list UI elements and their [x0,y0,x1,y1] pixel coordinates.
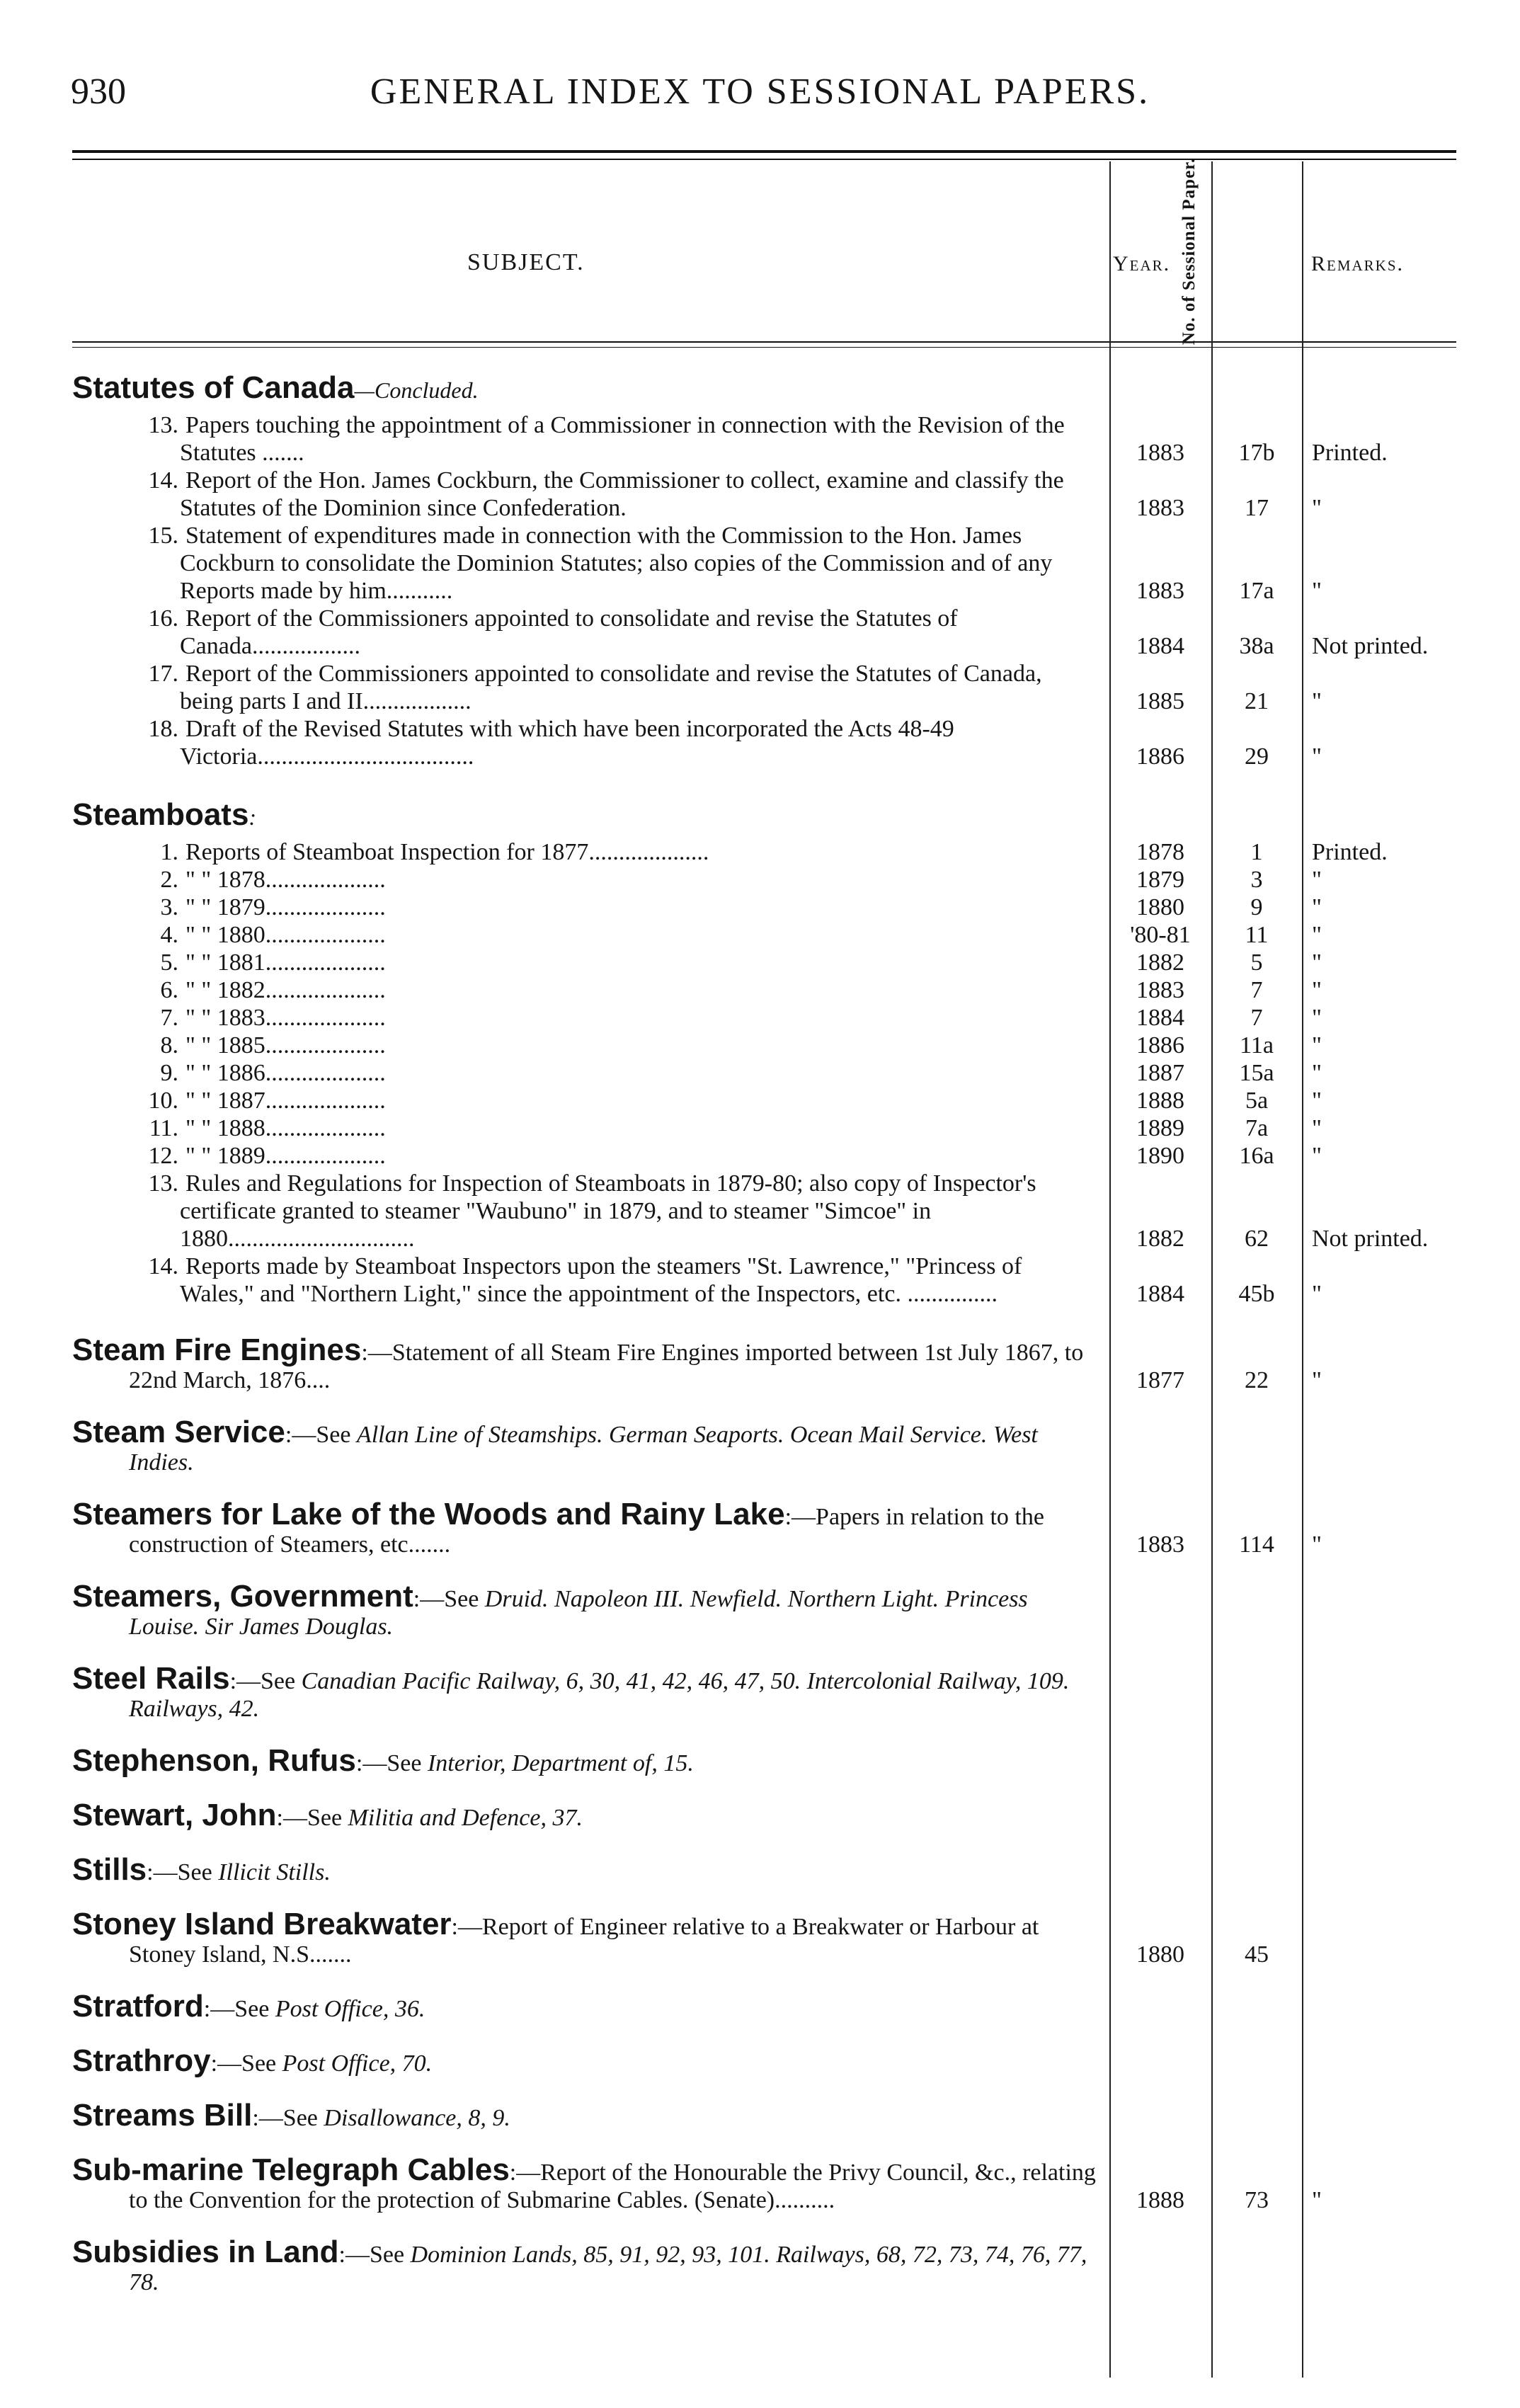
table-row [72,921,1456,949]
entry-lead: :—See [355,1750,428,1776]
row-number: 9. [160,1060,178,1086]
row-number: 8. [160,1032,178,1059]
entry-paper-number: 114 [1239,1531,1274,1558]
table-row [72,411,1456,467]
row-year: 1882 [1136,949,1184,976]
row-paper-number: 9 [1250,894,1263,920]
row-remark: " [1312,495,1322,521]
index-entry [72,1333,1456,1394]
table-row [72,1004,1456,1032]
row-number: 6. [160,977,178,1003]
row-remark: " [1312,894,1322,920]
entry-lead: :—See [276,1805,348,1831]
row-paper-number: 5 [1250,949,1263,976]
row-remark: " [1312,977,1322,1003]
entry-year: 1880 [1136,1941,1184,1968]
row-subject [72,949,1109,976]
entry-see-reference: Canadian Pacific Railway, 6, 30, 41, 42, 46, 47, 50. Intercolonial Railway, 109. Railways, 42. [129,1668,1070,1722]
entry-subject [72,2235,1109,2296]
section-heading-suffix: : [248,804,257,830]
index-entry [72,1579,1456,1640]
entry-lead: :— [509,2159,541,2186]
row-subject-text: 13. Rules and Regulations for Inspection of Steamboats in 1879-80; also copy of Inspector's certificate granted to steamer "Waubuno" in 1879, and to steamer "Simcoe" in 1880............................... [72,1170,1098,1252]
entry-paper-number: 45 [1245,1941,1269,1968]
row-number: 17. [148,661,178,687]
row-year: 1886 [1136,1032,1184,1059]
row-subject-text: 8. " " 1885.................... [72,1032,1098,1059]
row-paper-number: 29 [1245,743,1269,770]
table-row [72,605,1456,660]
entry-heading: Stephenson, Rufus [72,1743,356,1778]
row-number: 2. [160,867,178,893]
index-section [72,799,1456,1308]
row-subject [72,411,1109,467]
entry-lead: :—See [413,1586,485,1612]
row-remark: " [1312,949,1322,976]
section-heading-suffix: —Concluded. [354,377,479,403]
index-section [72,372,1456,770]
entry-heading: Strathroy [72,2043,211,2078]
entry-text [72,1415,1098,1476]
row-paper-number: 17 [1245,495,1269,521]
entry-lead: :— [451,1914,482,1940]
entry-year: 1877 [1136,1367,1184,1393]
row-paper-number: 38a [1239,633,1274,659]
row-number: 18. [148,716,178,742]
row-subject-text: 15. Statement of expenditures made in connection with the Commission to the Hon. James Cockburn to consolidate the Dominion Statutes; also copies of the Commission and of any Reports made by him........... [72,522,1098,605]
section-heading [72,372,1456,411]
entry-remark: " [1312,1531,1322,1558]
row-remark: " [1312,922,1322,948]
page-title: GENERAL INDEX TO SESSIONAL PAPERS. [370,72,1150,112]
table-row [72,1114,1456,1142]
row-subject [72,1004,1109,1032]
row-subject [72,838,1109,866]
row-remark: " [1312,1005,1322,1031]
row-remark: " [1312,1088,1322,1114]
index-entry [72,1798,1456,1832]
entry-text [72,1497,1098,1558]
row-year: 1883 [1136,440,1184,466]
header-bottom-rule-thin [72,347,1456,348]
index-entry [72,2098,1456,2133]
entry-subject [72,2152,1109,2214]
table-row [72,467,1456,522]
index-body [72,372,1456,2320]
row-subject-text: 6. " " 1882.................... [72,976,1098,1004]
row-number: 5. [160,949,178,976]
table-row [72,976,1456,1004]
index-entry [72,1497,1456,1558]
row-subject-text: 13. Papers touching the appointment of a Commissioner in connection with the Revision of the Statutes ....... [72,411,1098,467]
entry-heading: Streams Bill [72,2098,253,2133]
entry-see-reference: Dominion Lands, 85, 91, 92, 93, 101. Railways, 68, 72, 73, 74, 76, 77, 78. [129,2242,1087,2295]
row-number: 11. [149,1115,178,1141]
entry-heading: Steamers for Lake of the Woods and Rainy Lake [72,1497,785,1531]
row-number: 14. [148,1253,178,1279]
index-entry [72,1907,1456,1968]
index-entry [72,2235,1456,2296]
row-paper-number: 7 [1250,1005,1263,1031]
entry-subject [72,1497,1109,1558]
entry-subject [72,1415,1109,1476]
row-subject [72,1087,1109,1114]
entry-heading: Steamers, Government [72,1579,413,1614]
section-heading-text: Statutes of Canada [72,370,355,405]
entry-year: 1883 [1136,1531,1184,1558]
row-subject-text: 9. " " 1886.................... [72,1059,1098,1087]
entry-heading: Stoney Island Breakwater [72,1907,452,1941]
index-entry [72,2152,1456,2214]
row-paper-number: 11 [1245,922,1269,948]
entry-subject [72,1989,1109,2024]
entry-heading: Steel Rails [72,1661,230,1696]
entry-lead: :—See [338,2242,411,2268]
row-number: 1. [160,839,178,865]
row-subject [72,976,1109,1004]
entry-subject [72,1907,1109,1968]
row-remark: Printed. [1312,839,1388,865]
row-year: 1887 [1136,1060,1184,1086]
entry-description: Report of the Honourable the Privy Council, &c., relating to the Convention for the protection of Submarine Cables. (Senate).......... [129,2159,1096,2213]
entry-subject [72,1798,1109,1832]
entry-see-reference: Druid. Napoleon III. Newfield. Northern Light. Princess Louise. Sir James Douglas. [129,1586,1028,1640]
entry-year: 1888 [1136,2187,1184,2213]
row-number: 13. [148,412,178,438]
row-subject [72,522,1109,605]
row-remark: Not printed. [1312,1226,1429,1252]
row-number: 14. [148,467,178,493]
entry-subject [72,1661,1109,1723]
entry-text [72,1907,1098,1968]
row-year: 1889 [1136,1115,1184,1141]
row-paper-number: 45b [1238,1281,1275,1307]
row-remark: " [1312,867,1322,893]
row-year: 1886 [1136,743,1184,770]
row-paper-number: 17b [1238,440,1275,466]
entry-remark: " [1312,1367,1322,1393]
entry-heading: Subsidies in Land [72,2235,339,2269]
row-paper-number: 3 [1250,867,1263,893]
row-subject [72,894,1109,921]
entry-lead: :—See [229,1668,302,1694]
row-remark: " [1312,1032,1322,1059]
row-year: 1878 [1136,839,1184,865]
entry-see-reference: Disallowance, 8, 9. [324,2105,510,2131]
row-subject [72,1252,1109,1308]
row-subject [72,921,1109,949]
row-year: 1883 [1136,495,1184,521]
entry-lead: :— [784,1504,816,1530]
row-subject-text: 17. Report of the Commissioners appointed to consolidate and revise the Statutes of Canada, being parts I and II.................. [72,660,1098,715]
subject-column-header: SUBJECT. [467,249,585,275]
table-row [72,866,1456,894]
row-remark: " [1312,1115,1322,1141]
row-remark: " [1312,1281,1322,1307]
row-subject-text: 1. Reports of Steamboat Inspection for 1877.................... [72,838,1098,866]
entry-text [72,1852,1098,1887]
row-number: 12. [148,1143,178,1169]
table-row [72,660,1456,715]
top-rule-thin [72,159,1456,160]
entry-text [72,1743,1098,1778]
row-subject [72,467,1109,522]
entry-see-reference: Post Office, 36. [275,1996,425,2022]
row-paper-number: 1 [1250,839,1263,865]
entry-heading: Steam Service [72,1415,285,1449]
row-remark: " [1312,578,1322,604]
entry-subject [72,1333,1109,1394]
row-subject-text: 16. Report of the Commissioners appointed to consolidate and revise the Statutes of Canada.................. [72,605,1098,660]
entry-description: Report of Engineer relative to a Breakwater or Harbour at Stoney Island, N.S....... [129,1914,1039,1968]
row-subject-text: 2. " " 1878.................... [72,866,1098,894]
entry-heading: Steam Fire Engines [72,1333,362,1367]
row-paper-number: 7a [1245,1115,1269,1141]
entry-text [72,2235,1098,2296]
top-rule [72,150,1456,153]
row-subject [72,715,1109,770]
row-year: 1882 [1136,1226,1184,1252]
entry-subject [72,1743,1109,1778]
index-entry [72,1852,1456,1887]
row-remark: " [1312,1060,1322,1086]
entry-lead: :— [361,1340,392,1366]
row-paper-number: 5a [1245,1088,1269,1114]
table-row [72,1059,1456,1087]
row-year: 1884 [1136,633,1184,659]
entry-text [72,1798,1098,1832]
row-subject [72,1032,1109,1059]
entry-heading: Stratford [72,1989,204,2024]
row-subject [72,1059,1109,1087]
entry-see-reference: Illicit Stills. [218,1859,331,1885]
entry-text [72,1989,1098,2024]
row-subject-text: 18. Draft of the Revised Statutes with which have been incorporated the Acts 48-49 Victoria.................................... [72,715,1098,770]
row-number: 3. [160,894,178,920]
entry-subject [72,1579,1109,1640]
row-year: 1885 [1136,688,1184,714]
entry-text [72,2152,1098,2214]
entry-text [72,2043,1098,2078]
remarks-column-header: Remarks. [1311,252,1405,275]
entry-remark: " [1312,2187,1322,2213]
entry-description: Papers in relation to the construction of Steamers, etc....... [129,1504,1044,1558]
header-bottom-rule [72,341,1456,343]
index-entry [72,1743,1456,1778]
row-year: 1890 [1136,1143,1184,1169]
index-entry [72,2043,1456,2078]
entry-see-reference: Interior, Department of, 15. [427,1750,694,1776]
row-year: 1879 [1136,867,1184,893]
entry-lead: :—See [203,1996,275,2022]
row-number: 16. [148,605,178,632]
entry-lead: :—See [210,2050,282,2077]
row-year: 1884 [1136,1005,1184,1031]
row-number: 15. [148,523,178,549]
row-number: 13. [148,1170,178,1197]
row-subject-text: 3. " " 1879.................... [72,894,1098,921]
paper-number-column-header: No. of Sessional Paper. [1179,157,1199,346]
row-paper-number: 11a [1240,1032,1274,1059]
entry-see-reference: Post Office, 70. [282,2050,433,2077]
row-remark: " [1312,1143,1322,1169]
row-year: 1888 [1136,1088,1184,1114]
index-entry [72,1989,1456,2024]
row-remark: " [1312,688,1322,714]
index-entry [72,1661,1456,1723]
entry-heading: Stills [72,1852,147,1887]
table-row [72,1087,1456,1114]
row-paper-number: 16a [1239,1143,1274,1169]
row-subject [72,1170,1109,1252]
row-number: 4. [160,922,178,948]
row-subject [72,866,1109,894]
row-subject [72,1142,1109,1170]
table-row [72,1032,1456,1059]
row-number: 10. [148,1088,178,1114]
row-subject-text: 7. " " 1883.................... [72,1004,1098,1032]
entry-subject [72,1852,1109,1887]
row-subject-text: 4. " " 1880.................... [72,921,1098,949]
row-year: 1880 [1136,894,1184,920]
entry-paper-number: 22 [1245,1367,1269,1393]
row-paper-number: 21 [1245,688,1269,714]
row-subject [72,1114,1109,1142]
entry-text [72,1661,1098,1723]
table-row [72,715,1456,770]
row-paper-number: 15a [1239,1060,1274,1086]
entry-text [72,2098,1098,2133]
entry-text [72,1333,1098,1394]
row-subject [72,605,1109,660]
row-remark: Printed. [1312,440,1388,466]
entry-lead: :—See [285,1422,357,1448]
row-subject [72,660,1109,715]
entry-subject [72,2098,1109,2133]
row-subject-text: 14. Reports made by Steamboat Inspectors upon the steamers "St. Lawrence," "Princess of Wales," and "Northern Light," since the appointment of the Inspectors, etc. ............... [72,1252,1098,1308]
page-number: 930 [71,72,126,112]
row-paper-number: 7 [1250,977,1263,1003]
entry-heading: Stewart, John [72,1798,277,1832]
table-row [72,949,1456,976]
entry-lead: :—See [147,1859,219,1885]
row-subject-text: 10. " " 1887.................... [72,1087,1098,1114]
row-remark: " [1312,743,1322,770]
page-header [0,71,1520,127]
entry-lead: :—See [252,2105,324,2131]
table-row [72,1142,1456,1170]
row-year: '80-81 [1130,922,1191,948]
row-remark: Not printed. [1312,633,1429,659]
row-subject-text: 11. " " 1888.................... [72,1114,1098,1142]
section-heading [72,799,1456,838]
section-heading-text: Steamboats [72,797,249,832]
row-year: 1883 [1136,578,1184,604]
table-row [72,1170,1456,1252]
index-entry [72,1415,1456,1476]
entry-text [72,1579,1098,1640]
table-row [72,838,1456,866]
row-subject-text: 5. " " 1881.................... [72,949,1098,976]
entry-description: Statement of all Steam Fire Engines imported between 1st July 1867, to 22nd March, 1876.... [129,1340,1084,1393]
table-row [72,894,1456,921]
entry-subject [72,2043,1109,2078]
table-row [72,1252,1456,1308]
row-number: 7. [160,1005,178,1031]
entry-see-reference: Militia and Defence, 37. [348,1805,583,1831]
row-subject-text: 12. " " 1889.................... [72,1142,1098,1170]
row-year: 1883 [1136,977,1184,1003]
row-subject-text: 14. Report of the Hon. James Cockburn, the Commissioner to collect, examine and classify the Statutes of the Dominion since Confederation. [72,467,1098,522]
year-column-header: Year. [1113,252,1171,275]
entry-heading: Sub-marine Telegraph Cables [72,2152,510,2187]
row-paper-number: 62 [1245,1226,1269,1252]
entry-paper-number: 73 [1245,2187,1269,2213]
table-row [72,522,1456,605]
entry-see-reference: Allan Line of Steamships. German Seaports. Ocean Mail Service. West Indies. [129,1422,1038,1476]
row-paper-number: 17a [1239,578,1274,604]
row-year: 1884 [1136,1281,1184,1307]
